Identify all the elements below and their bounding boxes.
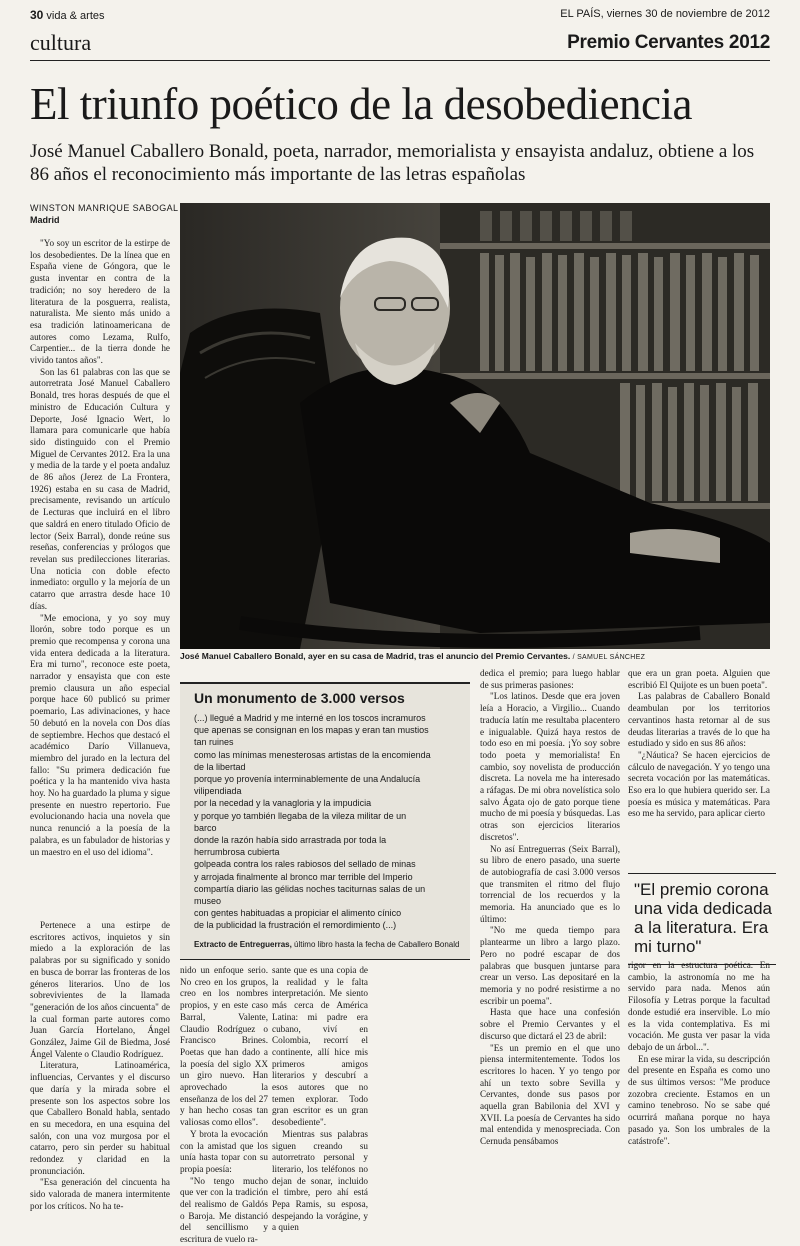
- verse-line: y porque yo también llegaba de la vileza militar de un: [194, 810, 407, 821]
- column-3: [272, 965, 368, 1234]
- subheadline: José Manuel Caballero Bonald, poeta, narrador, memorialista y ensayista andaluz, obtiene a los 86 años el reconocimiento más importante de las letras españolas: [30, 141, 755, 185]
- sidebar-title: Un monumento de 3.000 versos: [194, 690, 405, 706]
- verse-line: donde la razón había sido arrastrada por toda la: [194, 835, 387, 846]
- paragraph: "No me queda tiempo para plantearme un libro a largo plazo. Pero no podré escapar de dos palabras que busquen juntarse para crear un verso. Las depositaré en la memoria y no podré resistirme a no escribir un poema".: [480, 925, 620, 1006]
- verse-sidebar: [180, 682, 470, 960]
- verse-line: porque yo provenía interminablemente de una Andalucía: [194, 774, 421, 785]
- paragraph: Y brota la evocación con la amistad que los unía hasta topar con su propia poesía:: [180, 1128, 268, 1174]
- topic-title: Premio Cervantes 2012: [567, 32, 770, 53]
- verse-line: compartía diario las gélidas noches taciturnas salas de un: [194, 883, 426, 894]
- article-photo: [180, 203, 770, 649]
- page-header: [30, 8, 770, 24]
- verse-list: [194, 712, 464, 932]
- headline: El triunfo poético de la desobediencia: [30, 79, 692, 129]
- column-5: [480, 668, 620, 1148]
- photo-caption: [180, 651, 770, 663]
- page-number: 30: [30, 8, 44, 22]
- author-name: WINSTON MANRIQUE SABOGAL: [30, 203, 179, 213]
- paragraph: "Los latinos. Desde que era joven leía a Horacio, a Virgilio... Cuando traducía latín me resultaba placentero e inigualable. Quizá haya restos de todo eso en mi poesía. ¡Yo soy sobre todo poeta y memorialista! En cambio, soy novelista de producción discreta. La novela me ha interesado a ráfagas. De mi obra novelística solo salvo Ágata ojo de gato porque tiene mucho de mi poesía y búsquedas. Las otras son ejercicios literarios discretos".: [480, 691, 620, 842]
- section-title: cultura: [30, 30, 92, 55]
- paragraph: "No tengo mucho que ver con la tradición del realismo de Galdós o Baroja. Me distanció del sencillismo y escritura de vuelo ra-: [180, 1175, 268, 1245]
- paragraph: rigor en la estructura poética. En cambio, la astronomía no me ha servido para nada. Menos aún Filosofía y Letras porque la facultad donde estudié era inservible. Lo mío es la vida contemplativa. Es mi vocación. Me gusta ver pasar la vida debajo de un árbol...".: [628, 960, 770, 1052]
- verse-line: y arrojada finalmente al bronco mar terrible del Imperio: [194, 871, 413, 882]
- sidebar-footnote: [194, 940, 464, 949]
- footnote-label: Extracto de Entreguerras,: [194, 940, 292, 949]
- verse-line: como las mínimas menesterosas artistas de la encomienda: [194, 749, 431, 760]
- newspaper-date: EL PAÍS, viernes 30 de noviembre de 2012: [560, 8, 770, 20]
- newspaper-name: EL PAÍS: [560, 8, 601, 20]
- paragraph: que era un gran poeta. Alguien que escribió El Quijote es un buen poeta".: [628, 668, 770, 690]
- paragraph: "Esa generación del cincuenta ha sido valorada de manera intermitente por los críticos. No ha te-: [30, 1177, 170, 1211]
- paragraph: "Es un premio en el que uno piensa intermitentemente. Todos los escritores lo hacen. Y yo tengo por ahí un texto sobre Sevilla y Cervantes, donde sus pasos por aquella gran Babilonia del XVI y XVII. La poesía de Cervantes ha sido mal entendida y menospreciada. Con Cernuda pensábamos: [480, 1042, 620, 1147]
- paragraph: Mientras sus palabras siguen creando su autorretrato personal y literario, los teléfonos no dejan de sonar, incluido el timbre, pero ahí está Pepa Ramis, su esposa, despejando la vorágine, y a quien: [272, 1128, 368, 1233]
- section-small: vida & artes: [46, 10, 105, 22]
- paragraph: Literatura, Latinoamérica, influencias, Cervantes y el discurso que daría y la mirada sobre el presente son los aspectos sobre los que Caballero Bonald habla, sentado en su mecedora, en una esquina del salón, con una voz murgosa por el catarro, pero sin perder su habitual redondez y claridad en la pronunciación.: [30, 1060, 170, 1176]
- paragraph: En ese mirar la vida, su descripción del presente en España es como uno de sus últimos versos: "Me produce zozobra creciente. Estamos en un camino tenebroso. No se sabe qué ocurrirá mañana porque no haya pasado ya. Son los umbrales de la catástrofe".: [628, 1053, 770, 1146]
- column-6: [628, 668, 770, 820]
- page-number-section: [30, 8, 105, 22]
- verse-line: de la publicidad la frustración el remordimiento (...): [194, 920, 397, 931]
- column-1: [30, 238, 170, 858]
- verse-line: de la libertad: [194, 761, 246, 772]
- footnote-text: último libro hasta la fecha de Caballero Bonald: [294, 940, 460, 949]
- verse-line: barco: [194, 822, 217, 833]
- column-6-continued: [628, 960, 770, 1147]
- verse-line: que apenas se consignan en los mapas y eran tan mustios: [194, 725, 429, 736]
- verse-line: con gentes habituadas a propiciar el alimento cínico: [194, 908, 402, 919]
- byline: [30, 202, 180, 226]
- paragraph: Las palabras de Caballero Bonald deambulan por los territorios cervantinos hasta retornar al de sus deudas literarias a través de lo que ha estudiado y sido en sus 86 años:: [628, 691, 770, 749]
- pull-quote: "El premio corona una vida dedicada a la literatura. Era mi turno": [628, 873, 776, 965]
- paragraph: "Yo soy un escritor de la estirpe de los desobedientes. De la línea que en España viene de Góngora, que le gusta inventar en contra de la tradición; no soy heredero de la literatura de la posguerra, realista, naturalista. Me siento más unido a esa tradición latinoamericana de autores como Lezama, Rulfo, Carpentier... de la tierra donde he vivido tantos años".: [30, 238, 170, 366]
- paragraph: dedica el premio; para luego hablar de sus primeras pasiones:: [480, 668, 620, 690]
- verse-line: museo: [194, 896, 222, 907]
- verse-line: herrumbrosa cubierta: [194, 847, 280, 858]
- verse-line: tan ruines: [194, 737, 234, 748]
- verse-line: vilipendiada: [194, 786, 242, 797]
- photo-illustration: [180, 203, 770, 649]
- paragraph: nido un enfoque serio. No creo en los grupos, creo en los nombres propios, y en este caso Barral, Valente, Claudio Rodríguez o Francisco Brines. Poetas que han dado a la poesía del siglo XX un giro nuevo. Han aprovechado la enseñanza de los del 27 y han hecho cosas tan valiosas como ellos".: [180, 965, 268, 1128]
- paragraph: sante que es una copia de la realidad y le falta interpretación. Me siento más cerca de América Latina: mi padre era cubano, viví en Colombia, recorrí el continente, allí hice mis primeros amigos literarios y descubrí a esos autores que no temen explorar. Todo gran escritor es un gran desobediente".: [272, 965, 368, 1128]
- paragraph: "¿Náutica? Se hacen ejercicios de cálculo de navegación. Y yo tengo una secreta vocación por las matemáticas. Eso era lo que hubiera querido ser. La poesía es música y matemáticas. Para eso me ha servido, para aplicar cierto: [628, 749, 770, 819]
- section-row: [30, 30, 770, 61]
- verse-line: golpeada contra los rales rabiosos del sellado de minas: [194, 859, 416, 870]
- paragraph: "Me emociona, y yo soy muy llorón, sobre todo porque es un premio que recompensa y corona una vida entera dedicada a la literatura. Era mi turno", reconoce este poeta, narrador y ensayista que con este premio clausura un año especial porque hace 60 publicó su primer poemario, Las adivinaciones, y hace 50 debutó en la novela con Dos días de septiembre. Hechos que destacó el académico Darío Villanueva, miembro del jurado en la lectura del fallo: "Su primera dedicación fue poética y la ha mantenido viva hasta hoy. No ha guardado la pluma y sigue presente en nuestro repertorio. Fue evolucionando hacia una novela que nunca renunció a la poesía de la palabra, es un fabulador de historias y un maestro en el uso del idioma".: [30, 612, 170, 857]
- photo-credit: / SAMUEL SÁNCHEZ: [572, 654, 646, 661]
- dateline-city: Madrid: [30, 215, 60, 225]
- issue-date: viernes 30 de noviembre de 2012: [606, 8, 770, 20]
- caption-text: José Manuel Caballero Bonald, ayer en su casa de Madrid, tras el anuncio del Premio Cervantes.: [180, 651, 571, 661]
- column-1-continued: [30, 920, 170, 1213]
- verse-line: por la necedad y la vanagloria y la impudicia: [194, 798, 372, 809]
- paragraph: No así Entreguerras (Seix Barral), su libro de enero pasado, una suerte de autobiografía de casi 3.000 versos que transmiten el ritmo del flujo torrencial de los recuerdos y la memoria. Ha anunciado que es lo último:: [480, 843, 620, 924]
- verse-line: (...) llegué a Madrid y me interné en los toscos incramuros: [194, 713, 426, 723]
- paragraph: Pertenece a una estirpe de escritores activos, inquietos y sin miedo a la exploración de las palabras por su significado y sonido en busca de borrar las fronteras de los géneros literarios. Uno de los sobrevivientes de la llamada "generación de los años cincuenta" de la cual forman parte autores como Juan García Hortelano, Ángel González, Jaime Gil de Biedma, José Ángel Valente o Claudio Rodríguez.: [30, 920, 170, 1059]
- paragraph: Son las 61 palabras con las que se autorretrata José Manuel Caballero Bonald, tres horas después de que el ministro de Educación Cultura y Deporte, José Ignacio Wert, lo llamara para comunicarle que había sido distinguido con el Premio Miguel de Cervantes 2012. Era la una y media de la tarde y el poeta andaluz de 86 años (Jerez de La Frontera, 1926) estaba en su casa de Madrid, precisamente, revisando un artículo de Lecturas que incluirá en el libro que saldrá en enero titulado Oficio de lector (Seix Barral), donde reúne sus reseñas, conferencias y prólogos que revelan sus predilecciones literarias. Una noticia con doble efecto inmediato: orgullo y la mejoría de un catarro que arrastra desde hace 10 días.: [30, 366, 170, 611]
- column-2: [180, 965, 268, 1246]
- paragraph: Hasta que hace una confesión sobre el Premio Cervantes y el discurso que dictará el 23 de abril:: [480, 1007, 620, 1041]
